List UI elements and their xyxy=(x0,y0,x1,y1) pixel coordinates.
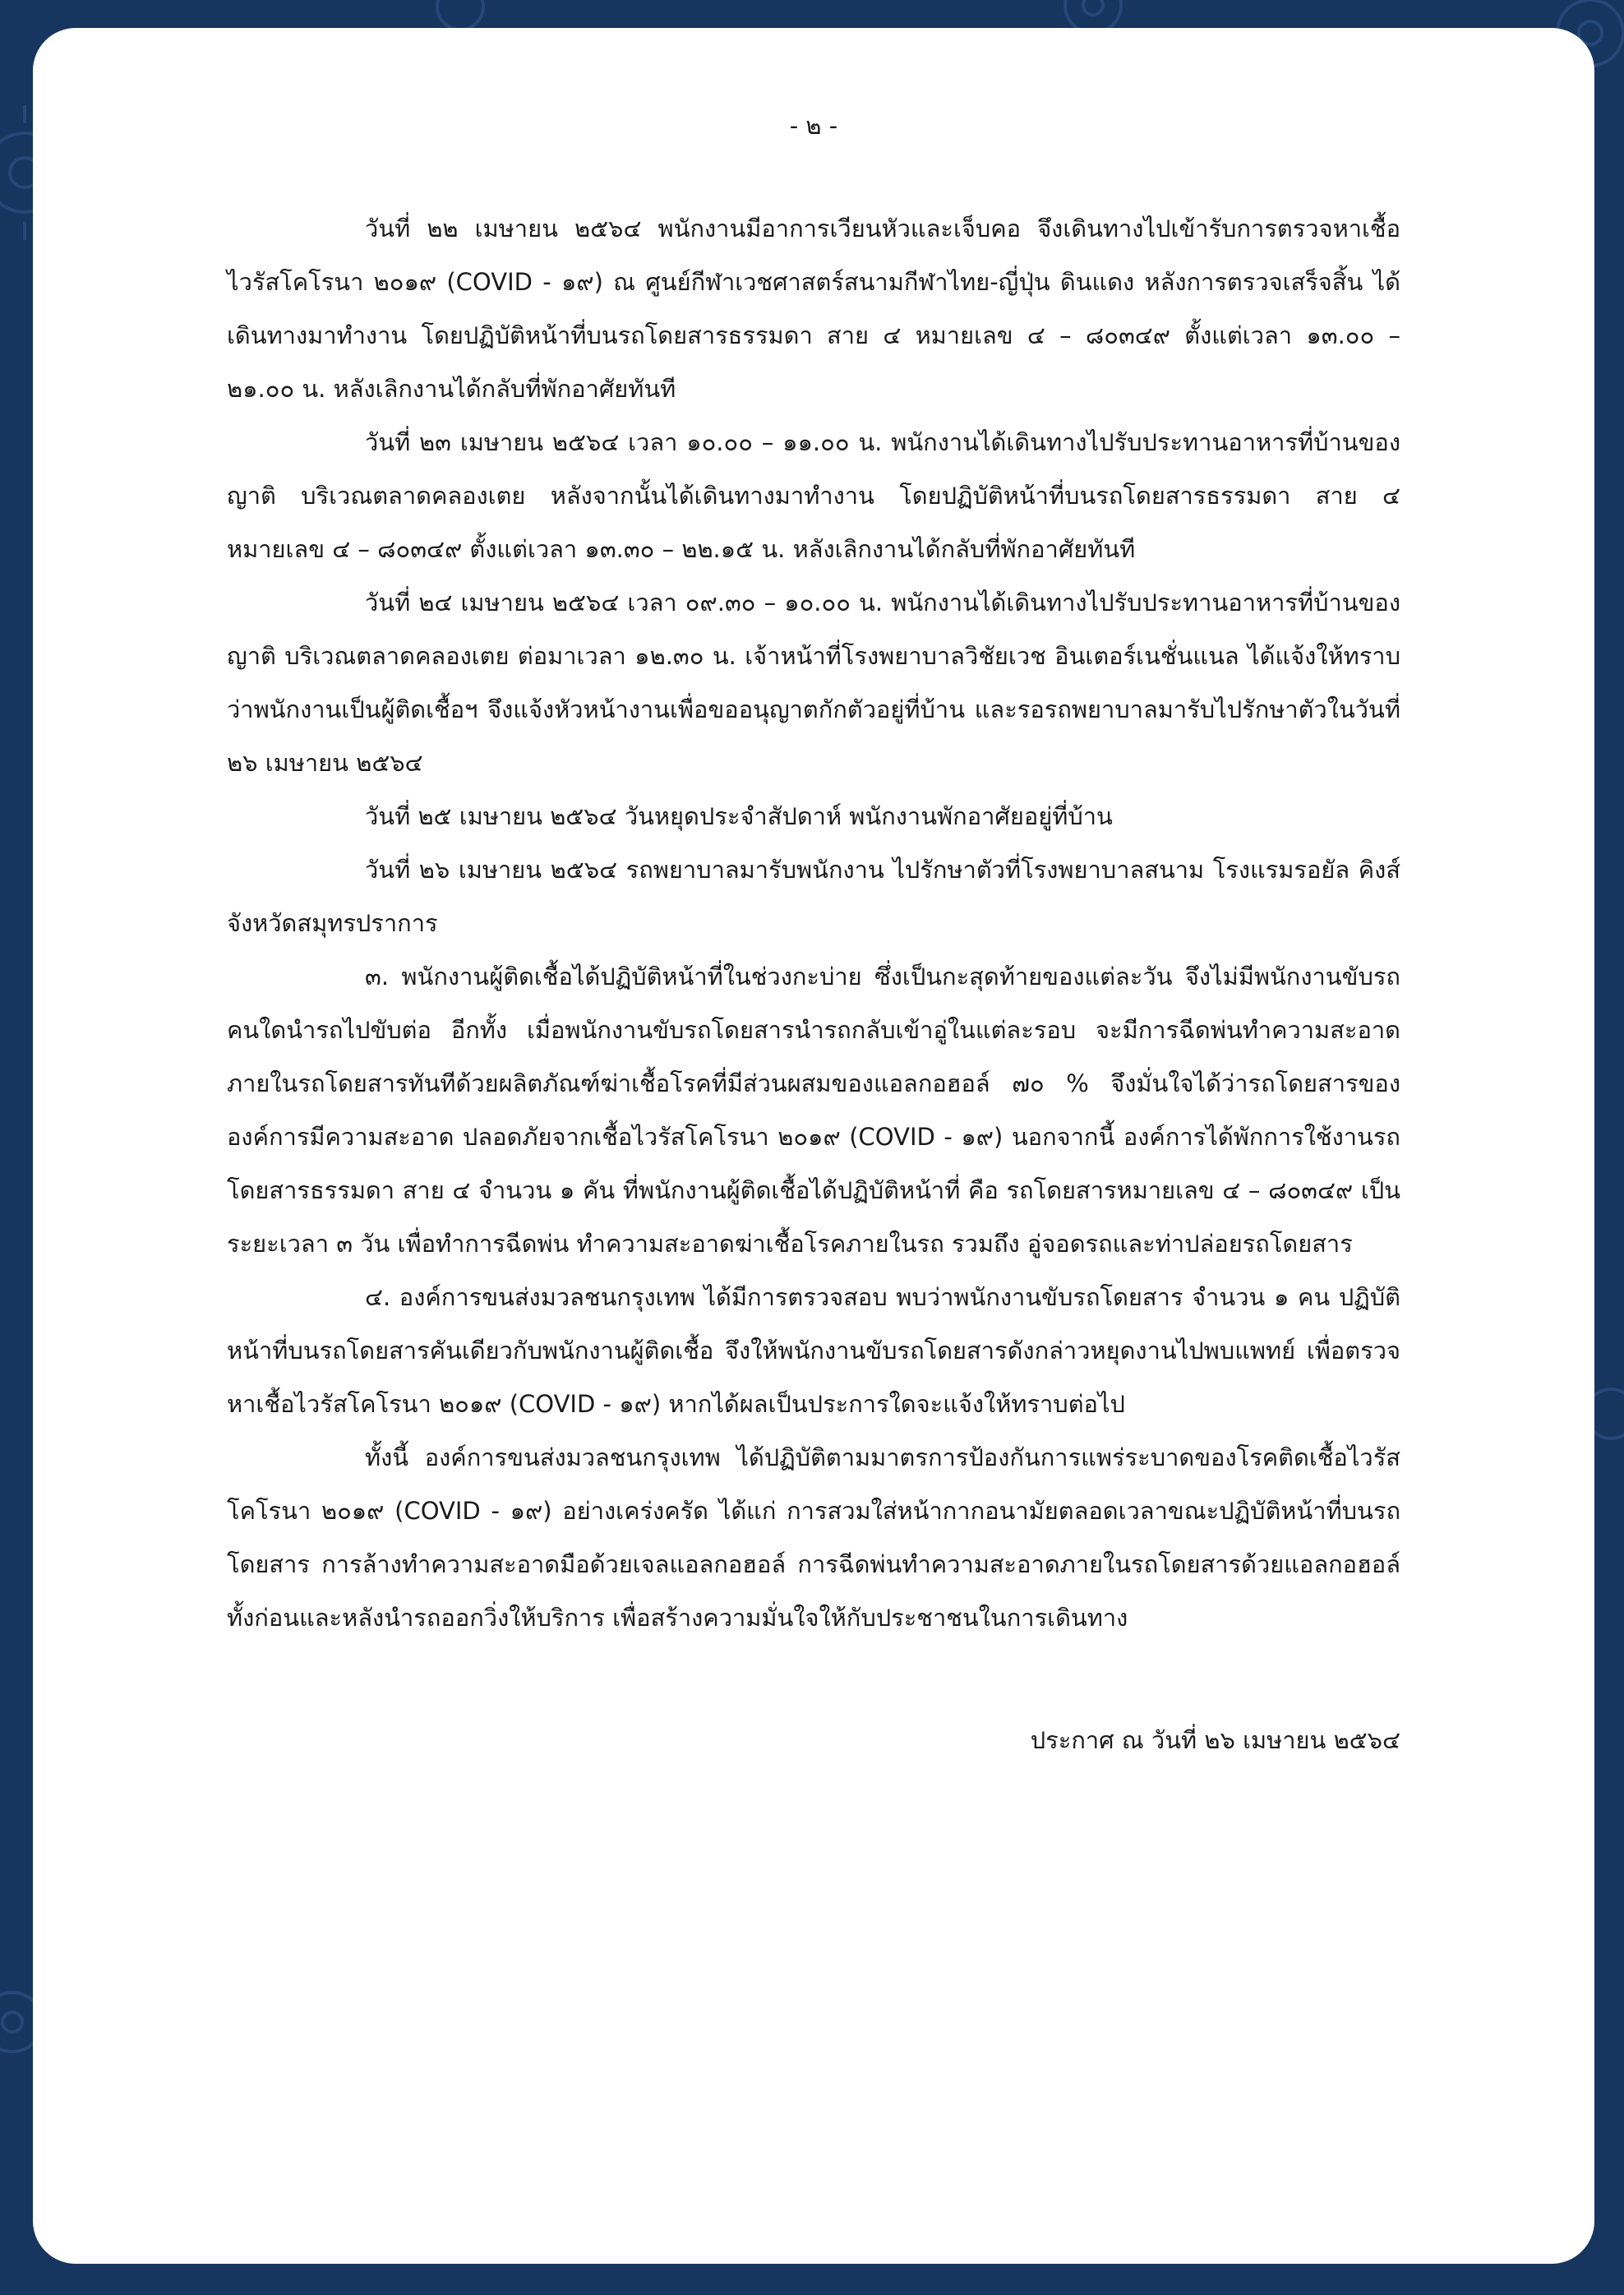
announcement-date: ประกาศ ณ วันที่ ๒๖ เมษายน ๒๕๖๔ xyxy=(1030,1726,1400,1754)
paragraph-april-22: วันที่ ๒๒ เมษายน ๒๕๖๔ พนักงานมีอาการเวียนหัวและเจ็บคอ จึงเดินทางไปเข้ารับการตรวจหาเชื้อไวรัสโคโรนา ๒๐๑๙ (COVID - ๑๙) ณ ศูนย์กีฬาเวชศาสตร์สนามกีฬาไทย-ญี่ปุ่น ดินแดง หลังการตรวจเสร็จสิ้น ได้เดินทางมาทำงาน โดยปฏิบัติหน้าที่บนรถโดยสารธรรมดา สาย ๔ หมายเลข ๔ – ๘๐๓๔๙ ตั้งแต่เวลา ๑๓.๐๐ – ๒๑.๐๐ น. หลังเลิกงานได้กลับที่พักอาศัยทันที xyxy=(227,215,1400,403)
document-page xyxy=(33,28,1594,2264)
paragraph-april-24: วันที่ ๒๔ เมษายน ๒๕๖๔ เวลา ๐๙.๓๐ – ๑๐.๐๐ น. พนักงานได้เดินทางไปรับประทานอาหารที่บ้านของญาติ บริเวณตลาดคลองเตย ต่อมาเวลา ๑๒.๓๐ น. เจ้าหน้าที่โรงพยาบาลวิชัยเวช อินเตอร์เนชั่นแนล ได้แจ้งให้ทราบว่าพนักงานเป็นผู้ติดเชื้อฯ จึงแจ้งหัวหน้างานเพื่อขออนุญาตกักตัวอยู่ที่บ้าน และรอรถพยาบาลมารับไปรักษาตัวในวันที่ ๒๖ เมษายน ๒๕๖๔ xyxy=(227,589,1400,777)
page-number: - ๒ - xyxy=(789,112,838,140)
document-body xyxy=(227,202,1400,1645)
paragraph-measures: ทั้งนี้ องค์การขนส่งมวลชนกรุงเทพ ได้ปฏิบัติตามมาตรการป้องกันการแพร่ระบาดของโรคติดเชื้อไวรัสโคโรนา ๒๐๑๙ (COVID - ๑๙) อย่างเคร่งครัด ได้แก่ การสวมใส่หน้ากากอนามัยตลอดเวลาขณะปฏิบัติหน้าที่บนรถโดยสาร การล้างทำความสะอาดมือด้วยเจลแอลกอฮอล์ การฉีดพ่นทำความสะอาดภายในรถโดยสารด้วยแอลกอฮอล์ ทั้งก่อนและหลังนำรถออกวิ่งให้บริการ เพื่อสร้างความมั่นใจให้กับประชาชนในการเดินทาง xyxy=(227,1443,1400,1632)
paragraph-item-4: ๔. องค์การขนส่งมวลชนกรุงเทพ ได้มีการตรวจสอบ พบว่าพนักงานขับรถโดยสาร จำนวน ๑ คน ปฏิบัติหน้าที่บนรถโดยสารคันเดียวกับพนักงานผู้ติดเชื้อ จึงให้พนักงานขับรถโดยสารดังกล่าวหยุดงานไปพบแพทย์ เพื่อตรวจหาเชื้อไวรัสโคโรนา ๒๐๑๙ (COVID - ๑๙) หากได้ผลเป็นประการใดจะแจ้งให้ทราบต่อไป xyxy=(227,1283,1400,1418)
paragraph-item-3: ๓. พนักงานผู้ติดเชื้อได้ปฏิบัติหน้าที่ในช่วงกะบ่าย ซึ่งเป็นกะสุดท้ายของแต่ละวัน จึงไม่มีพนักงานขับรถคนใดนำรถไปขับต่อ อีกทั้ง เมื่อพนักงานขับรถโดยสารนำรถกลับเข้าอู่ในแต่ละรอบ จะมีการฉีดพ่นทำความสะอาดภายในรถโดยสารทันทีด้วยผลิตภัณฑ์ฆ่าเชื้อโรคที่มีส่วนผสมของแอลกอฮอล์ ๗๐ % จึงมั่นใจได้ว่ารถโดยสารขององค์การมีความสะอาด ปลอดภัยจากเชื้อไวรัสโคโรนา ๒๐๑๙ (COVID - ๑๙) นอกจากนี้ องค์การได้พักการใช้งานรถโดยสารธรรมดา สาย ๔ จำนวน ๑ คัน ที่พนักงานผู้ติดเชื้อได้ปฏิบัติหน้าที่ คือ รถโดยสารหมายเลข ๔ – ๘๐๓๔๙ เป็นระยะเวลา ๓ วัน เพื่อทำการฉีดพ่น ทำความสะอาดฆ่าเชื้อโรคภายในรถ รวมถึง อู่จอดรถและท่าปล่อยรถโดยสาร xyxy=(227,963,1400,1258)
paragraph-april-23: วันที่ ๒๓ เมษายน ๒๕๖๔ เวลา ๑๐.๐๐ – ๑๑.๐๐ น. พนักงานได้เดินทางไปรับประทานอาหารที่บ้านของญาติ บริเวณตลาดคลองเตย หลังจากนั้นได้เดินทางมาทำงาน โดยปฏิบัติหน้าที่บนรถโดยสารธรรมดา สาย ๔ หมายเลข ๔ – ๘๐๓๔๙ ตั้งแต่เวลา ๑๓.๓๐ – ๒๒.๑๕ น. หลังเลิกงานได้กลับที่พักอาศัยทันที xyxy=(227,428,1400,563)
paragraph-april-25: วันที่ ๒๕ เมษายน ๒๕๖๔ วันหยุดประจำสัปดาห์ พนักงานพักอาศัยอยู่ที่บ้าน xyxy=(365,802,1113,830)
paragraph-april-26: วันที่ ๒๖ เมษายน ๒๕๖๔ รถพยาบาลมารับพนักงาน ไปรักษาตัวที่โรงพยาบาลสนาม โรงแรมรอยัล คิงส์ จังหวัดสมุทรปราการ xyxy=(227,856,1400,937)
